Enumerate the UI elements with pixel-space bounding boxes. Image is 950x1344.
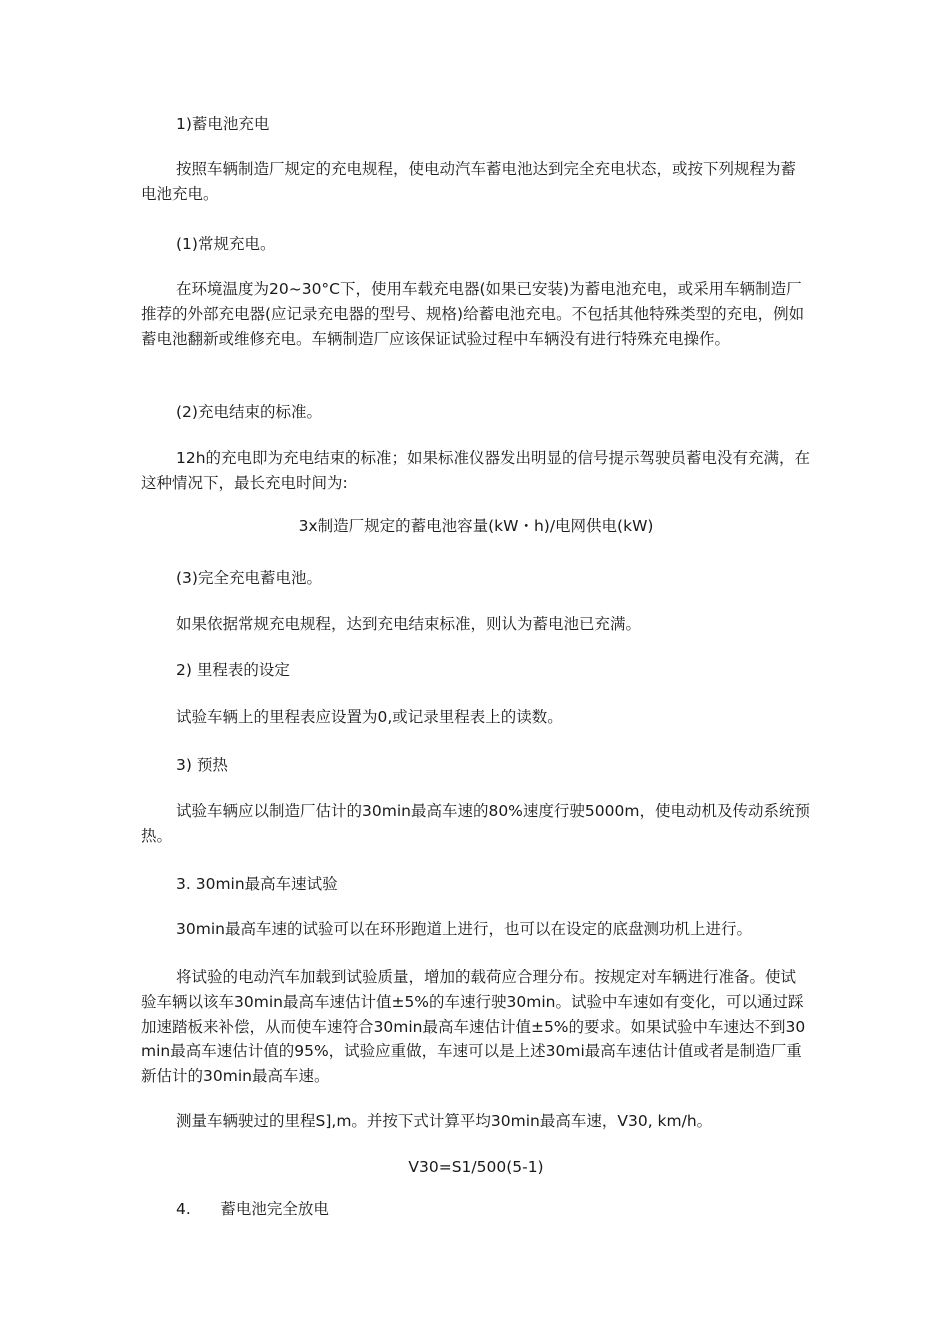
heading-odometer-setting: 2) 里程表的设定	[176, 661, 290, 679]
paragraph-end-of-charge: 12h的充电即为充电结束的标准；如果标准仪器发出明显的信号提示驾驶员蓄电没有充满，在这种情况下，最长充电时间为:	[141, 449, 811, 492]
paragraph-measure-distance: 测量车辆驶过的里程S],m。并按下式计算平均30min最高车速，V30, km/h。	[176, 1112, 713, 1130]
paragraph-fully-charged: 如果依据常规充电规程，达到充电结束标准，则认为蓄电池已充满。	[176, 615, 642, 633]
paragraph-warm-up: 试验车辆应以制造厂估计的30min最高车速的80%速度行驶5000m，使电动机及传动系统预热。	[141, 802, 810, 845]
paragraph-charging-procedure: 按照车辆制造厂规定的充电规程，使电动汽车蓄电池达到完全充电状态，或按下列规程为蓄电池充电。	[141, 160, 797, 203]
paragraph-normal-charging: 在环境温度为20~30°C下，使用车载充电器(如果已安装)为蓄电池充电，或采用车辆制造厂推荐的外部充电器(应记录充电器的型号、规格)给蓄电池充电。不包括其他特殊类型的充电，例如蓄电池翻新或维修充电。车辆制造厂应该保证试验过程中车辆没有进行特殊充电操作。	[141, 280, 805, 348]
heading-warm-up: 3) 预热	[176, 756, 228, 774]
heading-normal-charging: (1)常规充电。	[176, 235, 276, 253]
paragraph-test-procedure: 将试验的电动汽车加载到试验质量，增加的载荷应合理分布。按规定对车辆进行准备。使试验车辆以该车30min最高车速估计值±5%的车速行驶30min。试验中车速如有变化，可以通过踩加速踏板来补偿，从而使车速符合30min最高车速估计值±5%的要求。如果试验中车速达不到30min最高车速估计值的95%，试验应重做，车速可以是上述30mi最高车速估计值或者是制造厂重新估计的30min最高车速。	[141, 968, 806, 1086]
heading-30min-max-speed-test: 3. 30min最高车速试验	[176, 875, 338, 893]
paragraph-test-location: 30min最高车速的试验可以在环形跑道上进行，也可以在设定的底盘测功机上进行。	[176, 920, 752, 938]
heading-fully-charged-battery: (3)完全充电蓄电池。	[176, 569, 322, 587]
heading-battery-charging: 1)蓄电池充电	[176, 115, 270, 133]
heading-end-of-charge: (2)充电结束的标准。	[176, 403, 322, 421]
formula-v30: V30=S1/500(5-1)	[408, 1158, 544, 1176]
paragraph-odometer: 试验车辆上的里程表应设置为0,或记录里程表上的读数。	[176, 708, 563, 726]
heading-battery-full-discharge: 4. 蓄电池完全放电	[176, 1200, 329, 1218]
formula-max-charge-time: 3x制造厂规定的蓄电池容量(kW・h)/电网供电(kW)	[298, 517, 654, 535]
